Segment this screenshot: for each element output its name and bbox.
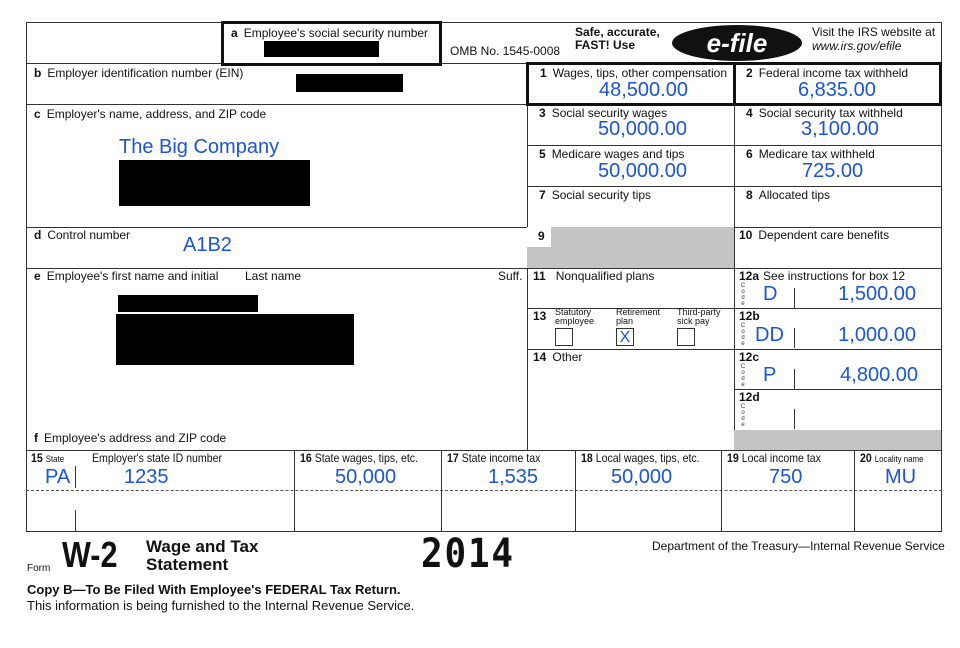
divider bbox=[75, 510, 76, 531]
box-3[interactable]: 3 Social security wages 50,000.00 bbox=[527, 104, 735, 146]
box-letter: d bbox=[34, 228, 42, 242]
ein-label: Employer identification number (EIN) bbox=[47, 66, 244, 80]
box-17-label: State income tax bbox=[461, 451, 541, 465]
third-party-sick-pay-checkbox[interactable] bbox=[677, 328, 695, 346]
box-5-label: Medicare wages and tips bbox=[551, 147, 685, 161]
box-18-label: Local wages, tips, etc. bbox=[595, 451, 700, 465]
box-d-control[interactable] bbox=[26, 227, 528, 269]
code-label: C o d e bbox=[740, 364, 746, 388]
box-b-ein[interactable] bbox=[26, 63, 528, 105]
code-label: C o d e bbox=[740, 404, 746, 428]
form-name: W-2 bbox=[62, 534, 118, 575]
statutory-employee-label: Statutory employee bbox=[555, 307, 595, 326]
box-14[interactable]: 14 Other bbox=[527, 349, 735, 451]
info-note: This information is being furnished to the Internal Revenue Service. bbox=[27, 598, 415, 613]
box-3-label: Social security wages bbox=[551, 106, 668, 120]
box-12c[interactable]: 12c C o d e P 4,800.00 bbox=[734, 349, 942, 390]
retirement-plan-label: Retirement plan bbox=[616, 307, 661, 326]
redaction bbox=[264, 41, 379, 57]
box-c-employer[interactable] bbox=[26, 104, 528, 228]
box-2-value: 6,835.00 bbox=[798, 79, 876, 101]
box-4-label: Social security tax withheld bbox=[758, 106, 903, 120]
box-1-value: 48,500.00 bbox=[599, 79, 688, 101]
box-12b-code: DD bbox=[755, 324, 784, 346]
box-14-label: Other bbox=[552, 350, 583, 364]
statutory-employee-checkbox[interactable] bbox=[555, 328, 573, 346]
box-7-label: Social security tips bbox=[551, 188, 652, 202]
control-label: Control number bbox=[47, 228, 131, 242]
department: Department of the Treasury—Internal Revenue Service bbox=[652, 539, 945, 553]
suffix-label: Suff. bbox=[498, 269, 523, 283]
box-6-value: 725.00 bbox=[802, 160, 864, 182]
box-12c-code: P bbox=[763, 364, 777, 386]
box-12d[interactable]: 12d C o d e bbox=[734, 389, 942, 431]
irs-efile-logo: e-file bbox=[672, 25, 802, 61]
box-20-value: MU bbox=[885, 466, 917, 488]
divider bbox=[794, 369, 795, 389]
divider bbox=[441, 450, 442, 531]
box-8-label: Allocated tips bbox=[758, 188, 831, 202]
box-11-label: Nonqualified plans bbox=[555, 269, 655, 283]
box-12a-code: D bbox=[763, 283, 778, 305]
box-11[interactable]: 11 Nonqualified plans bbox=[527, 268, 735, 309]
employer-label: Employer's name, address, and ZIP code bbox=[46, 107, 267, 121]
box-letter: c bbox=[34, 107, 41, 121]
box-19-value: 750 bbox=[769, 466, 803, 488]
form-label: Form bbox=[27, 563, 51, 574]
box-6[interactable]: 6 Medicare tax withheld 725.00 bbox=[734, 145, 942, 187]
last-name-label: Last name bbox=[245, 269, 302, 283]
box-10[interactable]: 10 Dependent care benefits bbox=[734, 227, 942, 269]
visit-text: Visit the IRS website at bbox=[812, 25, 936, 39]
divider bbox=[854, 450, 855, 531]
ssn-label: Employee's social security number bbox=[243, 26, 429, 40]
divider bbox=[575, 450, 576, 531]
box-letter: e bbox=[34, 269, 41, 283]
box-12a-amount: 1,500.00 bbox=[838, 283, 916, 305]
redaction bbox=[118, 295, 258, 312]
box-3-value: 50,000.00 bbox=[598, 118, 687, 140]
employee-address-label: Employee's address and ZIP code bbox=[44, 431, 227, 445]
box-letter: f bbox=[34, 431, 38, 445]
box-letter: b bbox=[34, 66, 42, 80]
box-7[interactable]: 7 Social security tips bbox=[527, 186, 735, 228]
divider bbox=[75, 466, 76, 488]
code-label: C o d e bbox=[740, 323, 746, 347]
box-2-label: Federal income tax withheld bbox=[758, 66, 909, 80]
employee-name-label: Employee's first name and initial bbox=[46, 269, 219, 283]
box-12b-amount: 1,000.00 bbox=[838, 324, 916, 346]
dashed-divider bbox=[26, 490, 942, 491]
efile-promo-2: FAST! Use bbox=[575, 38, 636, 52]
divider bbox=[794, 328, 795, 348]
box-1[interactable]: 1 Wages, tips, other compensation 48,500.00 bbox=[526, 62, 736, 106]
box-4[interactable]: 4 Social security tax withheld 3,100.00 bbox=[734, 104, 942, 146]
shaded-area bbox=[734, 430, 941, 450]
redaction bbox=[116, 314, 354, 365]
box-16-label: State wages, tips, etc. bbox=[314, 451, 419, 465]
box-10-label: Dependent care benefits bbox=[758, 228, 890, 242]
form-title-2: Statement bbox=[146, 555, 229, 574]
box-2[interactable]: 2 Federal income tax withheld 6,835.00 bbox=[733, 62, 942, 106]
box-19-label: Local income tax bbox=[741, 451, 821, 465]
box-17-value: 1,535 bbox=[488, 466, 539, 488]
state-label: State bbox=[45, 454, 65, 464]
box-1-label: Wages, tips, other compensation bbox=[552, 66, 727, 80]
box-letter: a bbox=[231, 26, 238, 40]
box-5[interactable]: 5 Medicare wages and tips 50,000.00 bbox=[527, 145, 735, 187]
divider bbox=[294, 450, 295, 531]
box-a-ssn[interactable] bbox=[221, 21, 442, 66]
box-8[interactable]: 8 Allocated tips bbox=[734, 186, 942, 228]
box-9: 9 bbox=[527, 227, 735, 269]
box-12a[interactable]: 12a See instructions for box 12 C o d e D 1,500.00 bbox=[734, 268, 942, 309]
box-5-value: 50,000.00 bbox=[598, 160, 687, 182]
tax-year: 2014 bbox=[421, 531, 515, 577]
divider bbox=[721, 450, 722, 531]
copy-note: Copy B—To Be Filed With Employee's FEDERAL Tax Return. bbox=[27, 582, 401, 597]
form-title-1: Wage and Tax bbox=[146, 537, 259, 556]
box-4-value: 3,100.00 bbox=[801, 118, 879, 140]
third-party-sick-pay-label: Third-party sick pay bbox=[677, 307, 721, 326]
efile-promo: Safe, accurate, bbox=[575, 25, 660, 39]
divider bbox=[794, 409, 795, 429]
box-12-instructions: See instructions for box 12 bbox=[763, 269, 906, 283]
omb-number: OMB No. 1545-0008 bbox=[450, 44, 561, 58]
box-e-f-employee[interactable] bbox=[26, 268, 528, 451]
box-18-value: 50,000 bbox=[611, 466, 673, 488]
divider bbox=[794, 288, 795, 308]
irs-url[interactable]: www.irs.gov/efile bbox=[812, 39, 902, 53]
retirement-plan-checkbox[interactable]: X bbox=[616, 328, 634, 346]
employer-name: The Big Company bbox=[119, 136, 280, 158]
box-6-label: Medicare tax withheld bbox=[758, 147, 875, 161]
state-id-label: Employer's state ID number bbox=[92, 451, 222, 465]
box-20-label: Locality name bbox=[874, 454, 924, 464]
state-id-value: 1235 bbox=[124, 466, 169, 488]
box-12b[interactable]: 12b C o d e DD 1,000.00 bbox=[734, 308, 942, 350]
redaction bbox=[296, 74, 403, 92]
code-label: C o d e bbox=[740, 283, 746, 307]
state-value: PA bbox=[45, 466, 71, 488]
box-12c-amount: 4,800.00 bbox=[840, 364, 918, 386]
box-16-value: 50,000 bbox=[335, 466, 397, 488]
redaction bbox=[119, 160, 310, 206]
box-13: 13 Statutory employee Retirement plan Third-party sick pay X bbox=[527, 308, 735, 350]
control-number: A1B2 bbox=[183, 234, 232, 256]
